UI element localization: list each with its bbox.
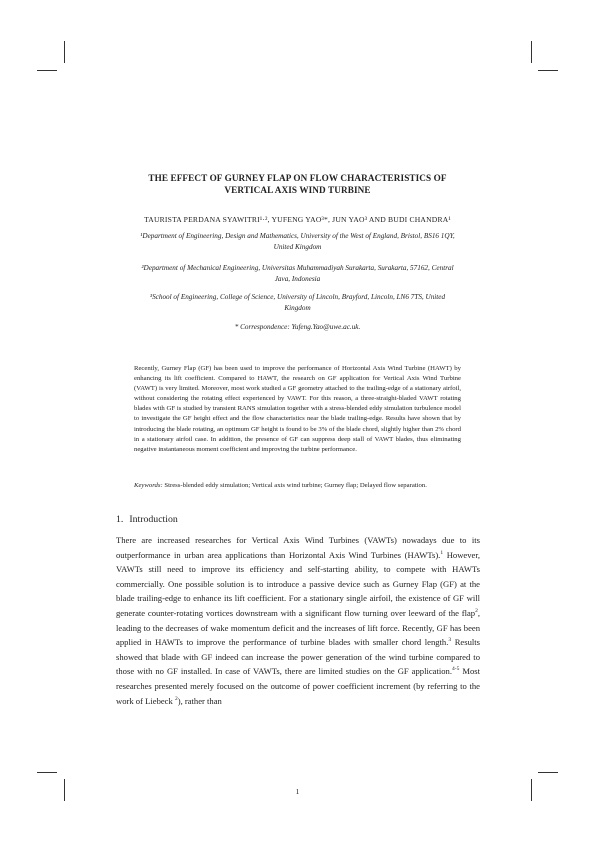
crop-mark <box>538 70 558 71</box>
citation: 3 <box>448 637 452 644</box>
citation: 2 <box>475 608 478 615</box>
crop-mark <box>37 70 57 71</box>
page-number: 1 <box>295 787 300 796</box>
affiliation-1 <box>116 231 479 252</box>
section-heading <box>116 514 178 525</box>
intro-paragraph <box>116 533 480 708</box>
affiliation-3 <box>116 292 479 313</box>
abstract: Recently, Gurney Flap (GF) has been used to improve the performance of Horizontal Axis Wind Turbine (HAWT) by enhancing its lift coefficient. Compared to HAWT, the research on GF application for Vertical Axis Wind Turbine (VAWT) is very limited. Moreover, most work studied a GF geometry attached to the trailing-edge of a stationary airfoil, without considering the rotating effect experienced by VAWT. For this reason, a three-straight-bladed VAWT rotating blades with GF is studied by transient RANS simulation together with a stress-blended eddy simulation turbulence model to investigate the GF height effect and the flow characteristics near the blade trailing-edge. Results have shown that by introducing the blade rotating, an optimum GF height is found to be 3% of the blade chord, slightly higher than 2% chord in a stationary airfoil case. In addition, the presence of GF can suppress deep stall of VAWT blades, thus eliminating negative instantaneous moment coefficient and improving the turbine performance. <box>134 365 461 453</box>
affiliation-line: Java, Indonesia <box>274 274 321 283</box>
citation: 1 <box>440 549 444 556</box>
author-list: TAURISTA PERDANA SYAWITRI¹·², YUFENG YAO³*, JUN YAO³ AND BUDI CHANDRA¹ <box>144 215 451 224</box>
affiliation-line: Kingdom <box>284 303 311 312</box>
intro-text: There are increased researches for Vertical Axis Wind Turbines (VAWTs) nowadays due to its outperformance in urban area applications than Horizontal Axis Wind Turbines (HAWTs). <box>116 535 480 560</box>
intro-text: ), rather than <box>177 695 222 706</box>
keywords <box>134 481 461 491</box>
affiliation-line: ¹Department of Engineering, Design and Mathematics, University of the West of England, Bristol, BS16 1QY, <box>140 232 455 240</box>
title-line: THE EFFECT OF GURNEY FLAP ON FLOW CHARACTERISTICS OF <box>148 173 447 183</box>
crop-mark <box>538 772 558 773</box>
intro-text: However, VAWTs still need to improve its efficiency and self-starting ability, to compete with HAWTs commercially. One possible solution is to introduce a passive device such as Gurney Flap (GF) at the blade trailing-edge to enhance its lift coefficient. For a stationary single airfoil, the existence of GF will generate counter-rotating vortices downstream with a significant flow turning over leeward of the flap <box>116 549 480 618</box>
crop-mark <box>64 41 65 63</box>
citation: 4-5 <box>452 666 460 673</box>
affiliation-line: United Kingdom <box>273 242 322 251</box>
section-number: 1. <box>116 514 124 525</box>
crop-mark <box>37 772 57 773</box>
affiliation-line: ²Department of Mechanical Engineering, Universitas Muhammadiyah Surakarta, Surakarta, 57162, Central <box>141 264 454 272</box>
crop-mark <box>531 41 532 63</box>
intro-text: Most researches presented merely focused on the outcome of power coefficient increment (by referring to the work of Liebeck <box>116 666 480 706</box>
citation: 2 <box>174 695 178 702</box>
section-title: Introduction <box>129 514 178 525</box>
title-line: VERTICAL AXIS WIND TURBINE <box>224 184 371 195</box>
affiliation-2 <box>116 263 479 284</box>
paper-title <box>100 173 495 196</box>
correspondence: * Correspondence: Yufeng.Yao@uwe.ac.uk. <box>234 323 361 331</box>
intro-text: , leading to the decreases of wake momentum deficit and the increases of lift force. Recently, GF has been applied in HAWTs to improve the performance of turbine blades with smaller chord length. <box>116 607 480 648</box>
affiliation-line: ³School of Engineering, College of Science, University of Lincoln, Brayford, Lincoln, LN6 7TS, United <box>149 293 446 301</box>
keywords-text: Stress-blended eddy simulation; Vertical axis wind turbine; Gurney flap; Delayed flow separation. <box>164 482 427 489</box>
keywords-label: Keywords: <box>134 482 163 489</box>
intro-text: Results showed that blade with GF indeed can increase the power generation of the wind turbine compared to those with no GF installed. In case of VAWTs, there are limited studies on the GF application. <box>116 637 480 677</box>
